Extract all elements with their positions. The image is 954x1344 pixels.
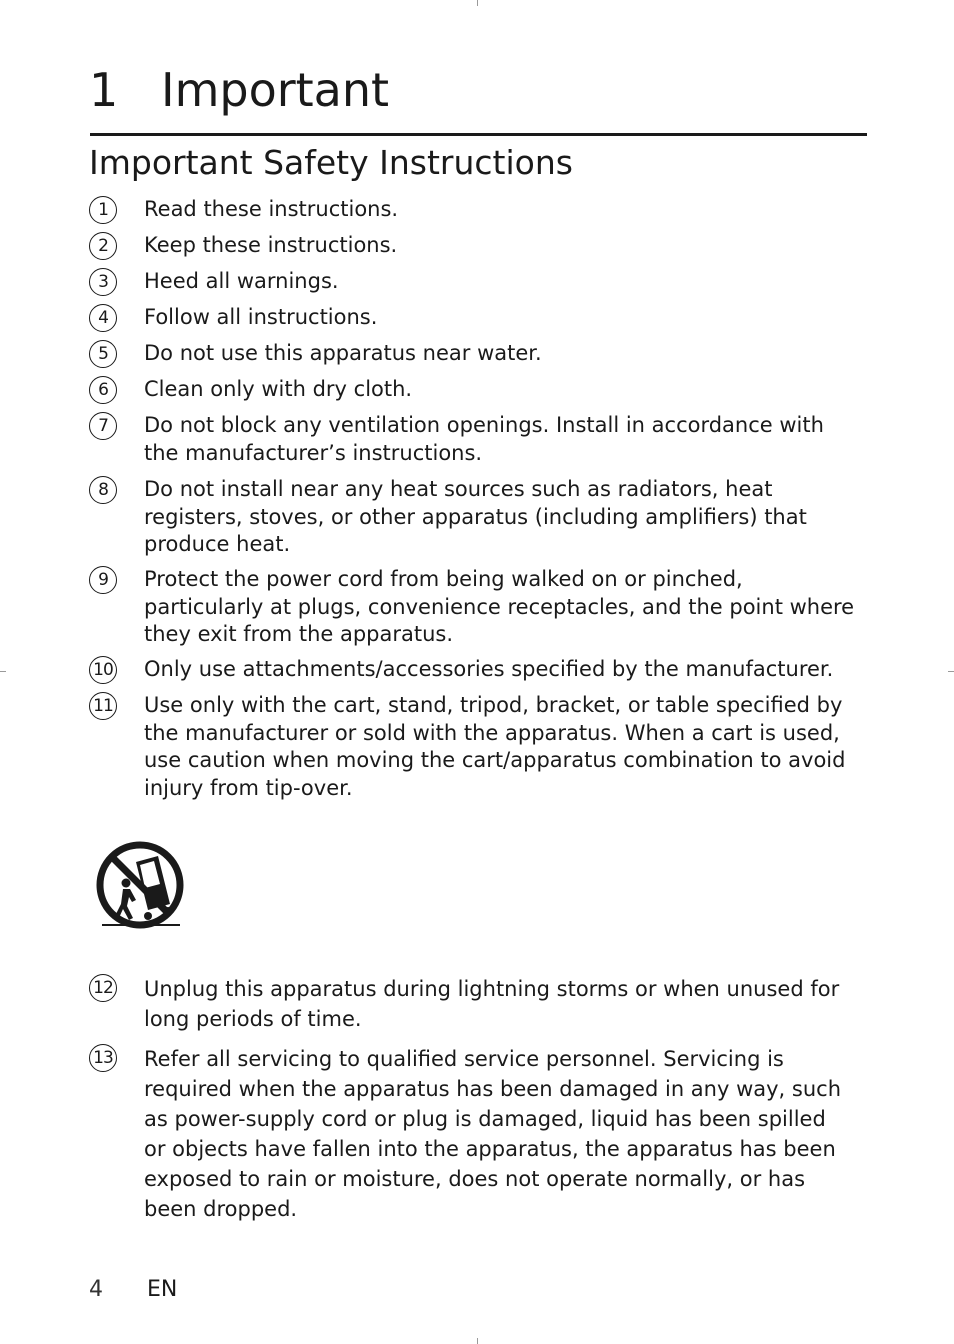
crop-mark-right xyxy=(948,671,954,672)
item-number-badge: 13 xyxy=(89,1044,117,1072)
item-number-badge: 10 xyxy=(89,656,117,684)
item-number-badge: 11 xyxy=(89,692,117,720)
crop-mark-left xyxy=(0,671,6,672)
page-number: 4 xyxy=(89,1277,103,1302)
instruction-text: Refer all servicing to qualified service personnel. Servicing is required when the apparatus has been damaged in any way, such as power-supply cord or plug is damaged, liquid has been spilled or objects have fallen into the apparatus, the apparatus has been exposed to rain or moisture, does not operate normally, or has been dropped. xyxy=(144,1047,842,1221)
item-number-badge: 7 xyxy=(89,412,117,440)
section-title: Important Safety Instructions xyxy=(89,143,573,182)
instruction-text: Do not block any ventilation openings. Install in accordance with the manufacturer’s instructions. xyxy=(144,413,824,465)
chapter-rule xyxy=(90,133,867,136)
instruction-text: Use only with the cart, stand, tripod, bracket, or table specified by the manufacturer or sold with the apparatus. When a cart is used, use caution when moving the cart/apparatus combination to avoid injury from tip-over. xyxy=(144,693,846,800)
instruction-text: Heed all warnings. xyxy=(144,269,339,293)
crop-mark-top xyxy=(477,0,478,6)
instruction-text: Only use attachments/accessories specified by the manufacturer. xyxy=(144,657,834,681)
instruction-text: Keep these instructions. xyxy=(144,233,398,257)
item-number-badge: 2 xyxy=(89,232,117,260)
item-number-badge: 3 xyxy=(89,268,117,296)
item-number-badge: 8 xyxy=(89,476,117,504)
instruction-text: Unplug this apparatus during lightning storms or when unused for long periods of time. xyxy=(144,977,840,1031)
cart-tip-over-warning-icon xyxy=(96,840,186,932)
instruction-text: Clean only with dry cloth. xyxy=(144,377,413,401)
crop-mark-bottom xyxy=(477,1338,478,1344)
item-number-badge: 6 xyxy=(89,376,117,404)
item-number-badge: 1 xyxy=(89,196,117,224)
item-number-badge: 5 xyxy=(89,340,117,368)
chapter-title: Important xyxy=(161,63,390,117)
item-number-badge: 9 xyxy=(89,566,117,594)
item-number-badge: 12 xyxy=(89,974,117,1002)
chapter-number: 1 xyxy=(89,63,119,117)
instruction-text: Do not install near any heat sources such as radiators, heat registers, stoves, or other apparatus (including amplifiers) that produce heat. xyxy=(144,477,807,556)
instruction-text: Protect the power cord from being walked on or pinched, particularly at plugs, convenience receptacles, and the point where they exit from the apparatus. xyxy=(144,567,855,646)
instruction-text: Follow all instructions. xyxy=(144,305,378,329)
language-code: EN xyxy=(147,1277,178,1302)
item-number-badge: 4 xyxy=(89,304,117,332)
instruction-text: Read these instructions. xyxy=(144,197,399,221)
chapter-heading xyxy=(89,62,867,118)
instruction-text: Do not use this apparatus near water. xyxy=(144,341,542,365)
